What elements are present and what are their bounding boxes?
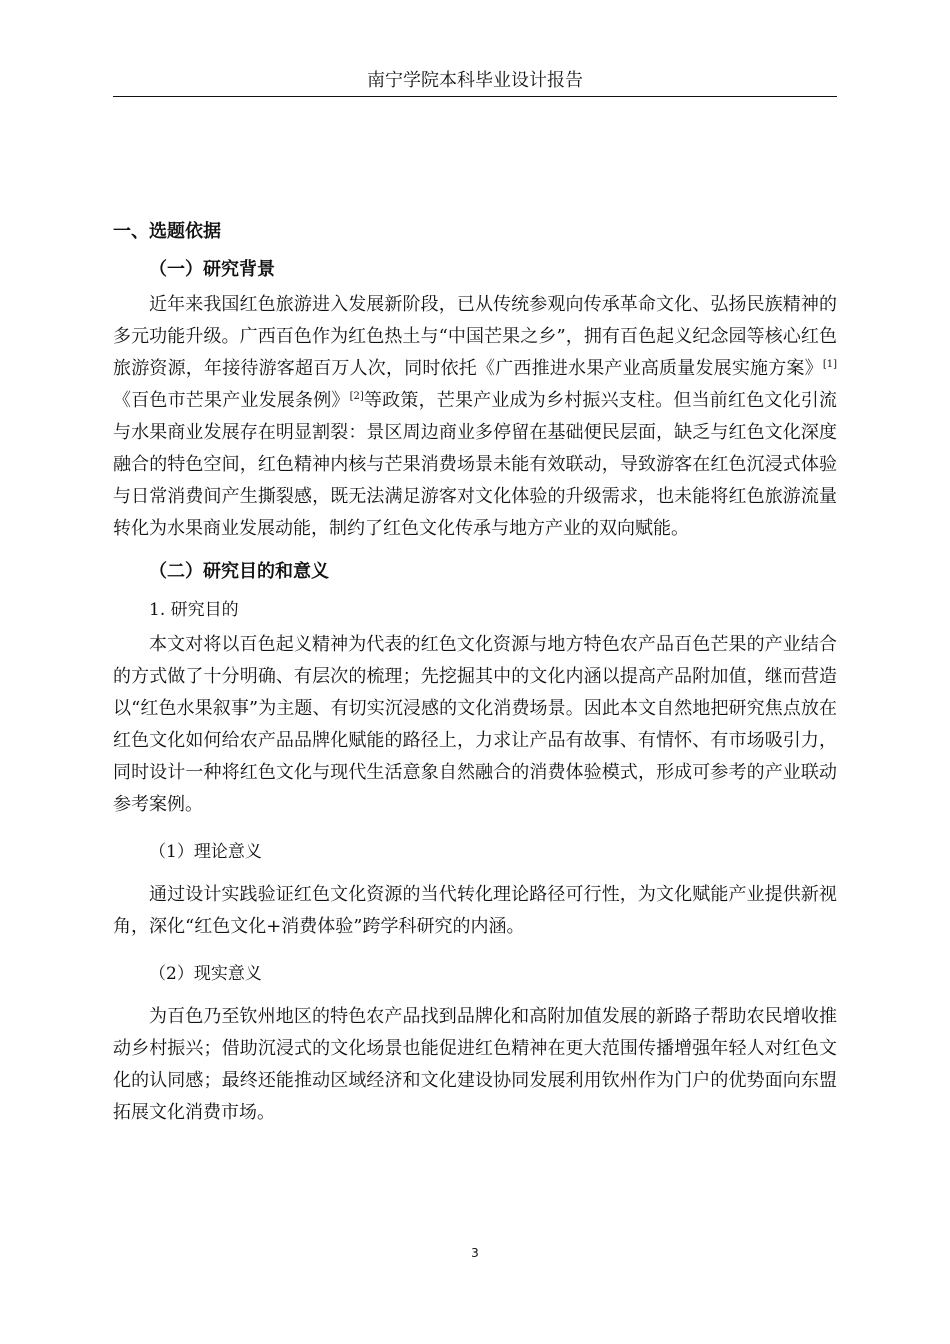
practice-heading: （2）现实意义	[149, 964, 262, 984]
section-heading-1: 一、选题依据	[113, 221, 221, 242]
page-number: 3	[471, 1246, 479, 1260]
background-text-a: 近年来我国红色旅游进入发展新阶段，已从传统参观向传承革命文化、弘扬民族精神的多元功能升级。广西百色作为红色热土与“中国芒果之乡”，拥有百色起义纪念园等核心红色旅游资源，年接待游客超百万人次，同时依托《广西推进水果产业高质量发展实施方案》	[113, 294, 837, 379]
practice-paragraph: 为百色乃至钦州地区的特色农产品找到品牌化和高附加值发展的新路子帮助农民增收推动乡村振兴；借助沉浸式的文化场景也能促进红色精神在更大范围传播增强年轻人对红色文化的认同感；最终还能推动区域经济和文化建设协同发展利用钦州作为门户的优势面向东盟拓展文化消费市场。	[113, 1006, 837, 1123]
purpose-paragraph: 本文对将以百色起义精神为代表的红色文化资源与地方特色农产品百色芒果的产业结合的方式做了十分明确、有层次的梳理；先挖掘其中的文化内涵以提高产品附加值，继而营造以“红色水果叙事”为主题、有切实沉浸感的文化消费场景。因此本文自然地把研究焦点放在红色文化如何给农产品品牌化赋能的路径上，力求让产品有故事、有情怀、有市场吸引力，同时设计一种将红色文化与现代生活意象自然融合的消费体验模式，形成可参考的产业联动参考案例。	[113, 634, 837, 815]
purpose-heading: 1. 研究目的	[149, 600, 239, 620]
citation-1: [1]	[822, 359, 837, 370]
background-text-c: 等政策，芒果产业成为乡村振兴支柱。但当前红色文化引流与水果商业发展存在明显割裂：景区周边商业多停留在基础便民层面，缺乏与红色文化深度融合的特色空间，红色精神内核与芒果消费场景未能有效联动，导致游客在红色沉浸式体验与日常消费间产生撕裂感，既无法满足游客对文化体验的升级需求，也未能将红色旅游流量转化为水果商业发展动能，制约了红色文化传承与地方产业的双向赋能。	[113, 390, 837, 539]
header-rule	[113, 96, 837, 97]
page-body	[113, 213, 837, 1129]
theory-heading: （1）理论意义	[149, 842, 262, 862]
citation-2: [2]	[349, 391, 364, 402]
background-text-b: 《百色市芒果产业发展条例》	[113, 390, 350, 411]
background-paragraph	[113, 289, 837, 545]
page-header: 南宁学院本科毕业设计报告	[367, 70, 583, 91]
subsection-heading-purpose: （二）研究目的和意义	[149, 561, 329, 582]
theory-paragraph: 通过设计实践验证红色文化资源的当代转化理论路径可行性，为文化赋能产业提供新视角，深化“红色文化+消费体验”跨学科研究的内涵。	[113, 884, 837, 937]
subsection-heading-background: （一）研究背景	[149, 259, 275, 280]
